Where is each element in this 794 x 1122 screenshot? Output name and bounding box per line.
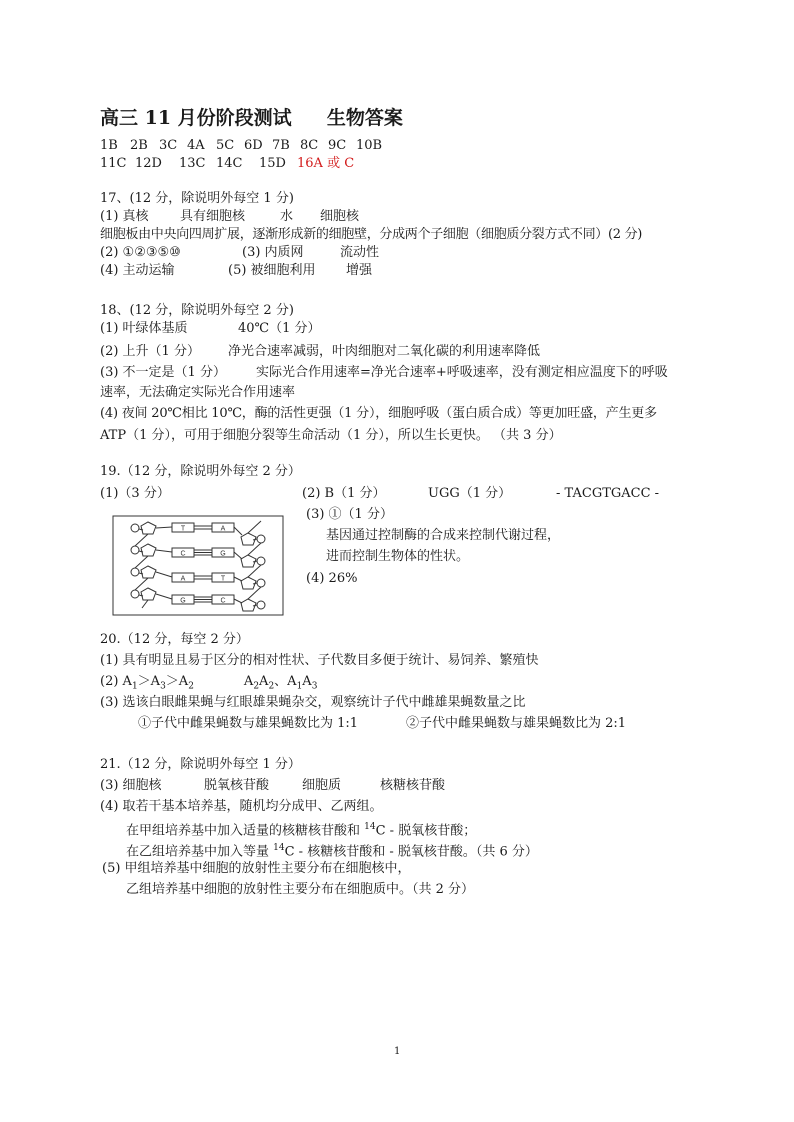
answer: 11C: [100, 156, 127, 171]
q20-line-1: (1) 具有明显且易于区分的相对性状、子代数目多便于统计、易饲养、繁殖快: [100, 653, 539, 668]
base-label-right: C: [220, 597, 226, 605]
q19-text: - TACGTGACC -: [556, 486, 660, 501]
subject-title: 生物答案: [326, 107, 403, 129]
q21-text: C - 核糖核苷酸和 - 脱氧核苷酸。（共 6 分）: [284, 844, 538, 860]
q19-part-2: [302, 485, 659, 503]
q21-text: (3) 细胞核: [100, 778, 162, 793]
q19-part-3-line-a: 基因通过控制酶的合成来控制代谢过程，: [326, 528, 561, 543]
q19-part-4: (4) 26%: [306, 571, 358, 586]
answer: 10B: [356, 138, 383, 153]
answer: 15D: [259, 156, 286, 171]
q17-line-1: [100, 208, 359, 226]
q17-text: 具有细胞核: [180, 209, 246, 224]
q21-line-4: [126, 839, 538, 861]
q19-text: UGG（1 分）: [428, 486, 512, 501]
q21-line-1: [100, 777, 445, 795]
q19-text: (2) B（1 分）: [302, 486, 386, 501]
q18-line-3: [100, 364, 668, 382]
q18-text: (1) 叶绿体基质: [100, 321, 188, 336]
q21-text: 在甲组培养基中加入适量的核糖核苷酸和: [126, 823, 365, 839]
isotope-superscript: 14: [364, 822, 376, 832]
answer: 8C: [300, 138, 319, 153]
q18-line-4: 速率，无法确定实际光合作用速率: [100, 385, 296, 400]
base-label-right: T: [220, 575, 226, 583]
q20-line-4: [138, 715, 626, 733]
base-label-right: G: [220, 550, 226, 558]
answer: 14C: [216, 156, 243, 171]
q17-text: (4) 主动运输: [100, 263, 175, 278]
page-title: [100, 106, 403, 130]
q17-header: 17、(12 分，除说明外每空 1 分): [100, 191, 294, 206]
q20-line-2: (2) $A_1>A_3>A_2$ $A_2A_2$、$A_1A_3$: [100, 674, 318, 692]
q21-text: 脱氧核苷酸: [204, 778, 270, 793]
q18-text: (3) 不一定是（1 分）: [100, 365, 226, 380]
q19-part-1: (1)（3 分）: [100, 486, 170, 501]
q18-text: 净光合速率减弱，叶肉细胞对二氧化碳的利用速率降低: [228, 344, 541, 359]
base-label-left: G: [180, 597, 186, 605]
q21-line-5: (5) 甲组培养基中细胞的放射性主要分布在细胞核中，: [102, 861, 411, 876]
diagram-frame: [113, 516, 283, 615]
dna-double-strand-diagram: [112, 515, 284, 616]
answer: 9C: [328, 138, 347, 153]
q21-header: 21.（12 分，除说明外每空 1 分）: [100, 757, 301, 772]
base-label-left: A: [180, 575, 186, 583]
answer: 13C: [179, 156, 206, 171]
base-label-right: A: [220, 525, 226, 533]
answer: 5C: [216, 138, 235, 153]
q17-text: 流动性: [340, 245, 380, 260]
q21-line-6: 乙组培养基中细胞的放射性主要分布在细胞质中。（共 2 分）: [126, 882, 475, 897]
q21-text: 核糖核苷酸: [380, 778, 446, 793]
choice-answers-row-1: [100, 137, 382, 155]
isotope-superscript: 14: [273, 843, 285, 853]
answer: 7B: [272, 138, 290, 153]
q20-header: 20.（12 分，每空 2 分）: [100, 632, 249, 647]
q17-line-4: [100, 262, 372, 280]
q17-text: (2) ①②③⑤⑩: [100, 245, 181, 260]
q19-part-3: (3) ①（1 分）: [306, 507, 393, 522]
q18-line-1: [100, 320, 321, 338]
answer: 4A: [187, 138, 205, 153]
q21-line-3: [126, 818, 476, 840]
answer: 1B: [100, 138, 118, 153]
q21-line-2: (4) 取若干基本培养基，随机均分成甲、乙两组。: [100, 799, 383, 814]
q17-text: (3) 内质网: [242, 245, 304, 260]
q17-line-3: [100, 244, 379, 262]
q19-header: 19.（12 分，除说明外每空 2 分）: [100, 464, 301, 479]
q17-text: (1) 真核: [100, 209, 149, 224]
q18-text: 40℃（1 分）: [238, 321, 321, 336]
q21-text: 在乙组培养基中加入等量: [126, 844, 274, 860]
answer: 3C: [159, 138, 178, 153]
base-label-left: C: [180, 550, 186, 558]
page-number: 1: [394, 1046, 401, 1057]
q18-line-6: ATP（1 分），可用于细胞分裂等生命活动（1 分），所以生长更快。 （共 3 分）: [100, 428, 562, 443]
answer-highlighted: 16A 或 C: [297, 156, 355, 171]
q20-option-a: ①子代中雌果蝇数与雄果蝇数比为 1:1: [138, 716, 359, 731]
q17-text: 细胞核: [320, 209, 360, 224]
q17-line-2: 细胞板由中央向四周扩展，逐渐形成新的细胞壁，分成两个子细胞（细胞质分裂方式不同）(2 分): [100, 227, 643, 242]
q18-text: (2) 上升（1 分）: [100, 344, 200, 359]
answer: 12D: [135, 156, 162, 171]
q17-text: (5) 被细胞利用: [228, 263, 316, 278]
q18-line-2: [100, 343, 540, 361]
answer: 2B: [130, 138, 148, 153]
choice-answers-row-2: [100, 155, 354, 173]
q20-option-b: ②子代中雌果蝇数与雄果蝇数比为 2:1: [406, 716, 627, 731]
q19-part-3-line-b: 进而控制生物体的性状。: [326, 549, 470, 564]
q17-text: 增强: [346, 263, 373, 278]
base-label-left: T: [180, 525, 186, 533]
q17-text: 水: [280, 209, 294, 224]
q21-text: 细胞质: [302, 778, 342, 793]
answer: 6D: [244, 138, 263, 153]
q21-text: C - 脱氧核苷酸；: [375, 823, 477, 839]
q18-text: 实际光合作用速率=净光合速率+呼吸速率，没有测定相应温度下的呼吸: [256, 365, 668, 380]
q18-line-5: (4) 夜间 20℃相比 10℃，酶的活性更强（1 分），细胞呼吸（蛋白质合成）等更加旺盛，产生更多: [100, 406, 657, 421]
exam-title: 高三 11 月份阶段测试: [100, 107, 292, 129]
q20-line-3: (3) 选该白眼雌果蝇与红眼雄果蝇杂交，观察统计子代中雌雄果蝇数量之比: [100, 695, 526, 710]
q18-header: 18、(12 分，除说明外每空 2 分): [100, 303, 294, 318]
